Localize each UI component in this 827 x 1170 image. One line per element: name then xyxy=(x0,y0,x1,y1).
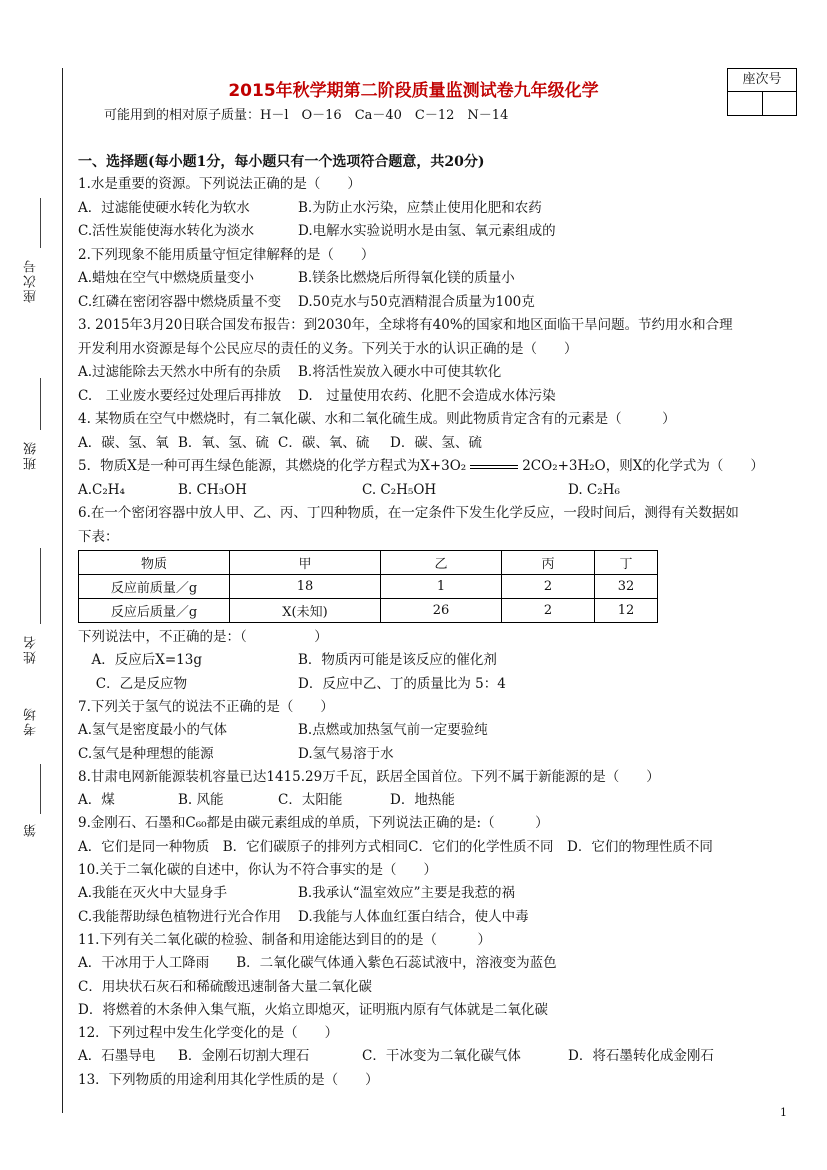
equation-right: 2CO₂+3H₂O，则X的化学式为（ ） xyxy=(522,458,764,474)
question-line: 2.下列现象不能用质量守恒定律解释的是（ ） xyxy=(78,246,375,263)
option-text: C．干冰变为二氧化碳气体 xyxy=(362,1048,521,1065)
option-text: B. 风能 xyxy=(178,792,224,809)
question-line: 10.关于二氧化碳的自述中，你认为不符合事实的是（ ） xyxy=(78,862,437,878)
reaction-arrow xyxy=(470,465,518,469)
option-text: B．金刚石切割大理石 xyxy=(178,1048,310,1065)
question-line: D．将燃着的木条伸入集气瓶，火焰立即熄灭，证明瓶内原有气体就是二氧化碳 xyxy=(78,1001,548,1018)
question-line: C．用块状石灰石和稀硫酸迅速制备大量二氧化碳 xyxy=(78,978,372,995)
question-line: 13．下列物质的用途利用其化学性质的是（ ） xyxy=(78,1071,379,1088)
side-rule xyxy=(40,378,41,430)
option-text: D.电解水实验说明水是由氢、氧元素组成的 xyxy=(298,223,556,239)
seat-number-label: 座次号 xyxy=(728,69,796,92)
table-cell: 26 xyxy=(381,599,502,623)
option-text: C．乙是反应物 xyxy=(78,675,188,692)
option-text: B.将活性炭放入硬水中可使其软化 xyxy=(298,364,502,380)
option-text: D.50克水与50克酒精混合质量为100克 xyxy=(298,293,535,310)
option-text: B. CH₃OH xyxy=(178,481,247,498)
option-text: A．石墨导电 xyxy=(78,1048,156,1065)
option-text: C. 工业废水要经过处理后再排放 xyxy=(78,387,282,404)
option-text: C．太阳能 xyxy=(278,792,343,809)
table-cell: 12 xyxy=(595,599,658,623)
option-text: B．氧、氢、硫 xyxy=(178,434,269,451)
option-text: A．反应后X=13g xyxy=(78,652,202,669)
question-line: 9.金刚石、石墨和C₆₀都是由碳元素组成的单质，下列说法正确的是:（ ） xyxy=(78,815,549,832)
table-cell: X(未知) xyxy=(230,599,381,623)
option-text: B.镁条比燃烧后所得氧化镁的质量小 xyxy=(298,270,515,286)
option-text: A.蜡烛在空气中燃烧质量变小 xyxy=(78,270,255,286)
option-text: D．地热能 xyxy=(390,792,455,809)
option-text: A．碳、氢、氧 xyxy=(78,434,169,451)
option-text: C. C₂H₅OH xyxy=(362,481,437,498)
option-text: D.我能与人体血红蛋白结合，使人中毒 xyxy=(298,908,529,925)
option-text: C.我能帮助绿色植物进行光合作用 xyxy=(78,908,282,925)
data-table xyxy=(78,550,658,623)
table-header-row xyxy=(79,551,658,575)
option-text: D.氢气易溶于水 xyxy=(298,745,394,762)
option-text: A.过滤能除去天然水中所有的杂质 xyxy=(78,364,282,380)
table-cell: 2 xyxy=(502,599,595,623)
side-rule xyxy=(40,198,41,248)
atomic-masses: 可能用到的相对原子质量：H－l O－16 Ca－40 C－12 N－14 xyxy=(104,108,509,123)
table-header: 乙 xyxy=(381,551,502,575)
side-label-seat: 座次号 xyxy=(24,258,39,303)
option-text: C.氢气是种理想的能源 xyxy=(78,745,214,762)
option-text: A.氢气是密度最小的气体 xyxy=(78,722,228,739)
binding-line xyxy=(62,68,63,1113)
side-label-room: 考场 xyxy=(24,706,39,736)
table-header: 丁 xyxy=(595,551,658,575)
option-text: B.我承认“温室效应”主要是我惹的祸 xyxy=(298,885,516,902)
option-text: C.红磷在密闭容器中燃烧质量不变 xyxy=(78,293,282,310)
page-title: 2015年秋学期第二阶段质量监测试卷九年级化学 xyxy=(228,81,599,101)
option-text: C．碳、氧、硫 xyxy=(278,434,370,451)
question-line xyxy=(78,456,764,476)
option-text: A.C₂H₄ xyxy=(78,481,125,498)
option-text: B.为防止水污染，应禁止使用化肥和农药 xyxy=(298,199,542,216)
option-text: D. C₂H₆ xyxy=(568,481,620,498)
side-label-class: 班级 xyxy=(24,440,39,470)
side-label-name: 姓名 xyxy=(24,634,39,664)
question-line: 7.下列关于氢气的说法不正确的是（ ） xyxy=(78,698,334,715)
section-heading: 一、选择题(每小题1分，每小题只有一个选项符合题意，共20分) xyxy=(78,154,485,170)
table-header: 丙 xyxy=(502,551,595,575)
option-text: D. 过量使用农药、化肥不会造成水体污染 xyxy=(298,387,556,404)
question-line: 11.下列有关二氧化碳的检验、制备和用途能达到目的的是（ ） xyxy=(78,931,491,948)
question-line: 6.在一个密闭容器中放人甲、乙、丙、丁四种物质，在一定条件下发生化学反应，一段时间后，测得有关数据如 xyxy=(78,505,739,521)
option-text: D．碳、氢、硫 xyxy=(390,434,482,451)
table-cell: 2 xyxy=(502,575,595,599)
option-text: A.我能在灭火中大显身手 xyxy=(78,885,228,902)
question-line: 8.甘肃电网新能源装机容量已达1415.29万千瓦，跃居全国首位。下列不属于新能源的是（ ） xyxy=(78,768,660,785)
table-header: 甲 xyxy=(230,551,381,575)
option-text: D．将石墨转化成金刚石 xyxy=(568,1048,714,1065)
option-text: C.活性炭能使海水转化为淡水 xyxy=(78,223,255,239)
question-line: A．干冰用于人工降雨 B．二氧化碳气体通入紫色石蕊试液中，溶液变为蓝色 xyxy=(78,955,557,972)
table-cell: 反应后质量／g xyxy=(79,599,230,623)
table-row xyxy=(79,575,658,599)
option-text: A．过滤能使硬水转化为软水 xyxy=(78,199,250,216)
question-line: 4. 某物质在空气中燃烧时，有二氧化碳、水和二氧化硫生成。则此物质肯定含有的元素是（ ） xyxy=(78,411,676,427)
side-label-no: 第 xyxy=(24,822,39,837)
question-line: 1.水是重要的资源。下列说法正确的是（ ） xyxy=(78,176,361,192)
question-line: A．它们是同一种物质 B．它们碳原子的排列方式相同C．它们的化学性质不同 D．它们的物理性质不同 xyxy=(78,838,713,855)
option-text: B.点燃或加热氢气前一定要验纯 xyxy=(298,722,488,739)
option-text: B．物质丙可能是该反应的催化剂 xyxy=(298,652,497,669)
question-line: 下表： xyxy=(78,528,119,545)
side-rule xyxy=(40,548,41,624)
table-cell: 反应前质量／g xyxy=(79,575,230,599)
table-cell: 18 xyxy=(230,575,381,599)
question-line: 开发利用水资源是每个公民应尽的责任的义务。下列关于水的认识正确的是（ ） xyxy=(78,340,578,357)
table-cell: 32 xyxy=(595,575,658,599)
table-cell: 1 xyxy=(381,575,502,599)
side-rule xyxy=(40,764,41,814)
question-line: 3. 2015年3月20日联合国发布报告：到2030年，全球将有40%的国家和地区面临干旱问题。节约用水和合理 xyxy=(78,317,733,333)
table-row xyxy=(79,599,658,623)
option-text: A．煤 xyxy=(78,792,115,809)
page-number: 1 xyxy=(780,1106,787,1119)
question-line: 下列说法中，不正确的是：（ ） xyxy=(78,629,328,645)
table-header: 物质 xyxy=(79,551,230,575)
option-text: D．反应中乙、丁的质量比为 5：4 xyxy=(298,675,506,692)
question-line: 12．下列过程中发生化学变化的是（ ） xyxy=(78,1025,339,1042)
equation-left: 5．物质X是一种可再生绿色能源，其燃烧的化学方程式为X+3O₂ xyxy=(78,458,467,474)
